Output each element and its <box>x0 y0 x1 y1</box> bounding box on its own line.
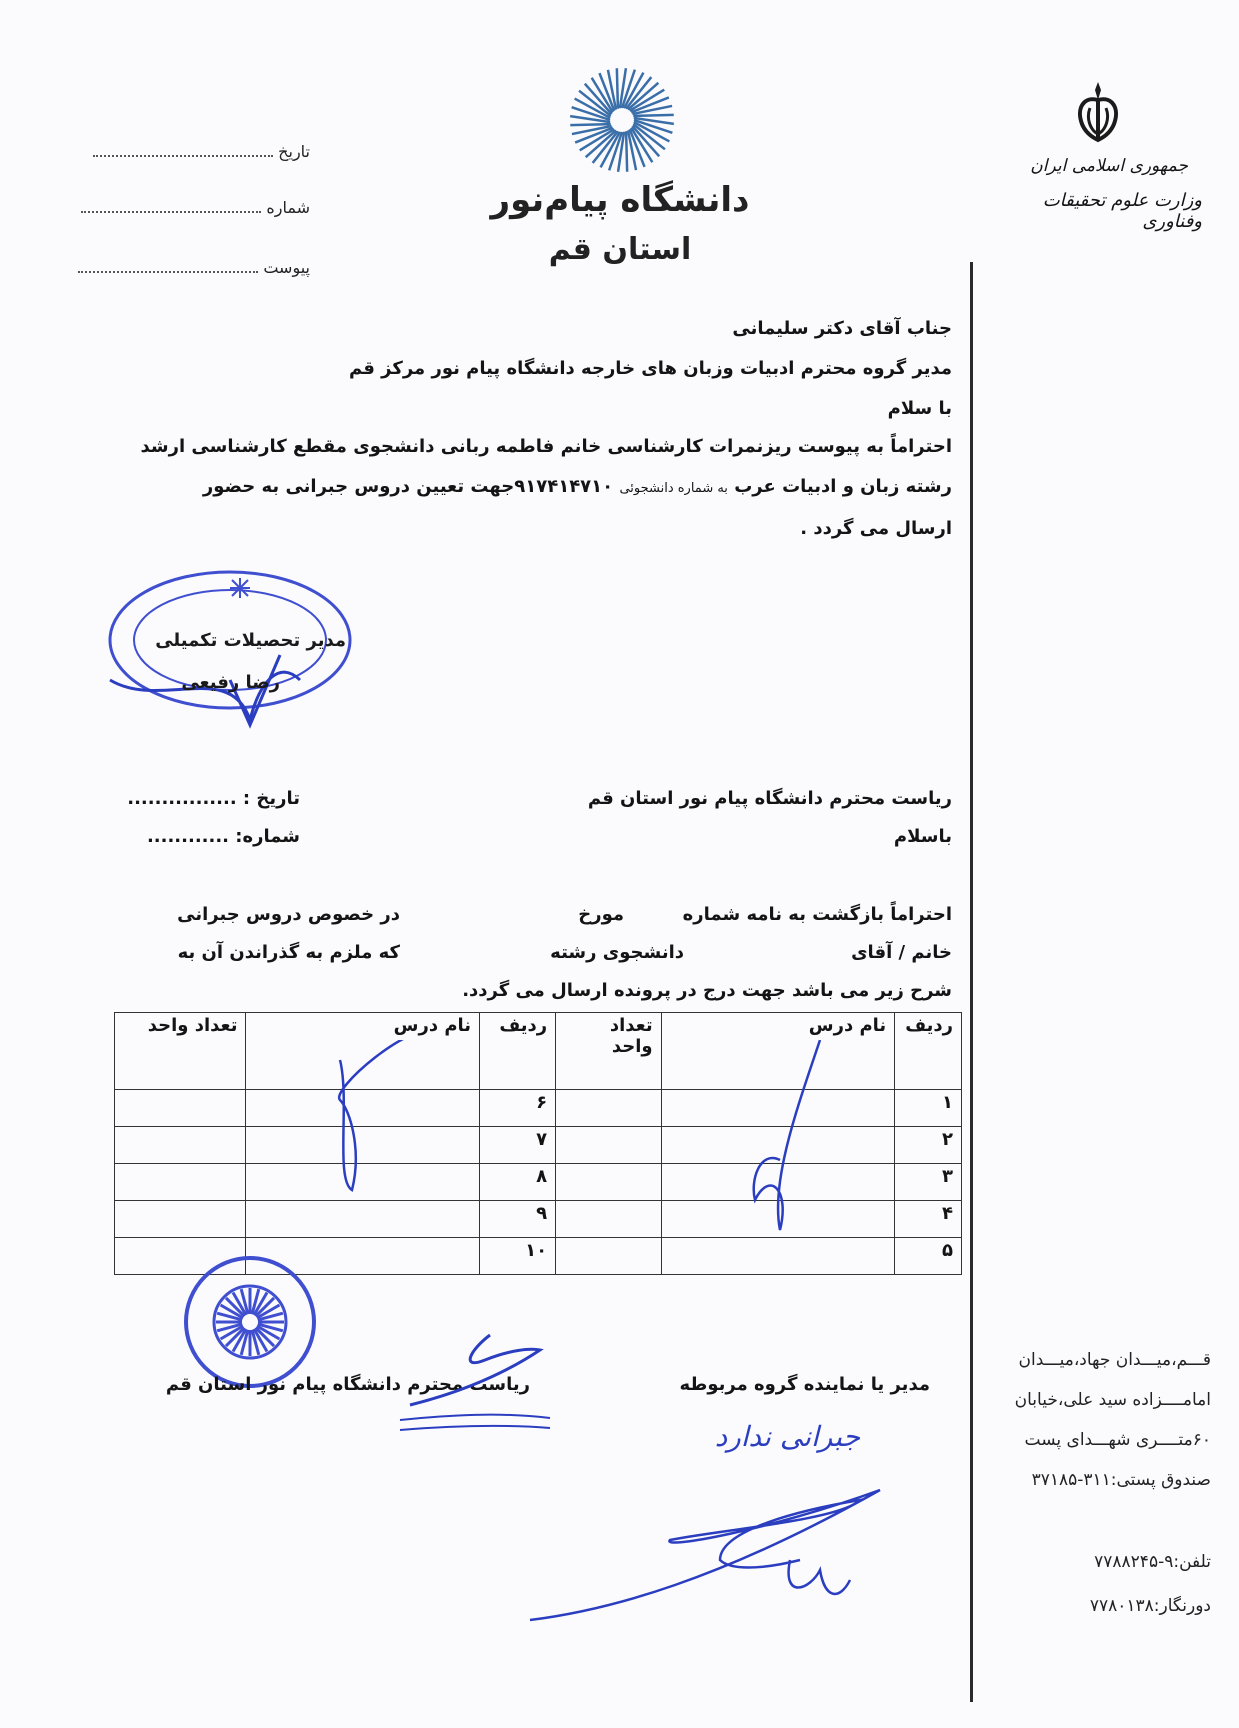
table-header-row-num-left: ردیف <box>480 1013 556 1090</box>
table-header-units-right: تعداد واحد <box>556 1013 661 1090</box>
row-number: ۶ <box>480 1090 556 1127</box>
stamp1-title: مدیر تحصیلات تکمیلی <box>155 630 346 651</box>
signature-right-label: مدیر یا نماینده گروه مربوطه <box>679 1374 930 1395</box>
reply-line2-c: که ملزم به گذراندن آن به <box>177 942 400 963</box>
table-header-course-right: نام درس <box>661 1013 895 1090</box>
date-label: تاریخ <box>278 142 310 161</box>
letter-body-line3: ارسال می گردد . <box>800 518 952 539</box>
letter-body-line2 <box>100 476 952 497</box>
signature-right-icon <box>520 1470 900 1630</box>
row-number: ۱۰ <box>480 1238 556 1275</box>
number-dots <box>81 210 261 213</box>
letter-greeting: با سلام <box>887 398 952 419</box>
handwritten-note: جبرانی ندارد <box>714 1420 860 1453</box>
reply-line2-b: دانشجوی رشته <box>550 942 684 963</box>
number-field <box>70 198 310 217</box>
date-field <box>70 142 310 161</box>
ministry-line1: جمهوری اسلامی ایران <box>1030 156 1188 176</box>
signature-left-icon <box>390 1330 560 1440</box>
row-number: ۲ <box>895 1127 962 1164</box>
letter-recipient-title: مدیر گروه محترم ادبیات وزبان های خارجه دانشگاه پیام نور مرکز قم <box>349 358 952 379</box>
logo-ray <box>626 131 627 171</box>
attachment-dots <box>78 270 258 273</box>
reply-greeting: باسلام <box>893 826 952 847</box>
reply-number: شماره: ............ <box>146 826 300 847</box>
field-of-study: رشته زبان و ادبیات عرب <box>734 476 952 497</box>
reply-addressee: ریاست محترم دانشگاه پیام نور استان قم <box>587 788 952 809</box>
student-id-label: به شماره دانشجوئی <box>619 481 728 496</box>
university-logo-icon <box>568 66 676 174</box>
ministry-line2: وزارت علوم تحقیقات وفناوری <box>1042 190 1202 232</box>
table-header-course-left: نام درس <box>246 1013 480 1090</box>
logo-ray <box>633 115 673 116</box>
reply-line2-a: خانم / آقای <box>851 942 952 963</box>
iran-emblem-icon <box>1068 78 1128 144</box>
sidebar-divider <box>970 262 973 1702</box>
row-number: ۵ <box>895 1238 962 1275</box>
row-number: ۹ <box>480 1201 556 1238</box>
table-header-units-left: تعداد واحد <box>115 1013 246 1090</box>
province-name: استان قم <box>548 232 692 267</box>
row-number: ۱ <box>895 1090 962 1127</box>
sidebar-line4: صندوق پستی:۳۱۱-۳۷۱۸۵ <box>1031 1470 1211 1490</box>
row-number: ۸ <box>480 1164 556 1201</box>
logo-ray <box>617 68 618 108</box>
attachment-label: پیوست <box>263 258 310 277</box>
reply-line3: شرح زیر می باشد جهت درج در پرونده ارسال می گردد. <box>462 980 952 1001</box>
date-dots <box>93 154 273 157</box>
sidebar-line3: ۶۰متــــری شهـــدای پست <box>1024 1430 1211 1450</box>
sidebar-line1: قـــم،میـــدان جهاد،میـــدان <box>1018 1350 1211 1370</box>
letter-recipient: جناب آقای دکتر سلیمانی <box>732 318 952 339</box>
row-number: ۳ <box>895 1164 962 1201</box>
reply-line1-c: در خصوص دروس جبرانی <box>177 904 400 925</box>
number-label: شماره <box>266 198 310 217</box>
university-seal <box>180 1252 320 1392</box>
row-number: ۴ <box>895 1201 962 1238</box>
sidebar-line6: دورنگار:۷۷۸۰۱۳۸ <box>1089 1596 1211 1616</box>
reply-line1-b: مورخ <box>578 904 624 925</box>
student-id-text: ۹۱۷۴۱۴۷۱۰جهت تعیین دروس جبرانی به حضور <box>202 476 614 497</box>
signature-left-label: ریاست محترم دانشگاه پیام نور استان قم <box>165 1374 530 1395</box>
sidebar-line5: تلفن:۹-۷۷۸۸۲۴۵ <box>1094 1552 1211 1572</box>
letter-body-line1: احتراماً به پیوست ریزنمرات کارشناسی خانم فاطمه ربانی دانشجوی مقطع کارشناسی ارشد <box>140 436 952 457</box>
university-name: دانشگاه پیام‌نور <box>490 180 750 220</box>
table-header-row-num-right: ردیف <box>895 1013 962 1090</box>
reply-line1-a: احتراماً بازگشت به نامه شماره <box>682 904 952 925</box>
logo-ray <box>570 124 610 125</box>
stamp1-name: رضا رفیعی <box>181 672 280 693</box>
row-number: ۷ <box>480 1127 556 1164</box>
sidebar-line2: امامــــزاده سید علی،خیابان <box>1014 1390 1211 1410</box>
table-strikeout <box>330 1040 850 1240</box>
reply-date: تاریخ : ................ <box>127 788 300 809</box>
attachment-field <box>70 258 310 277</box>
